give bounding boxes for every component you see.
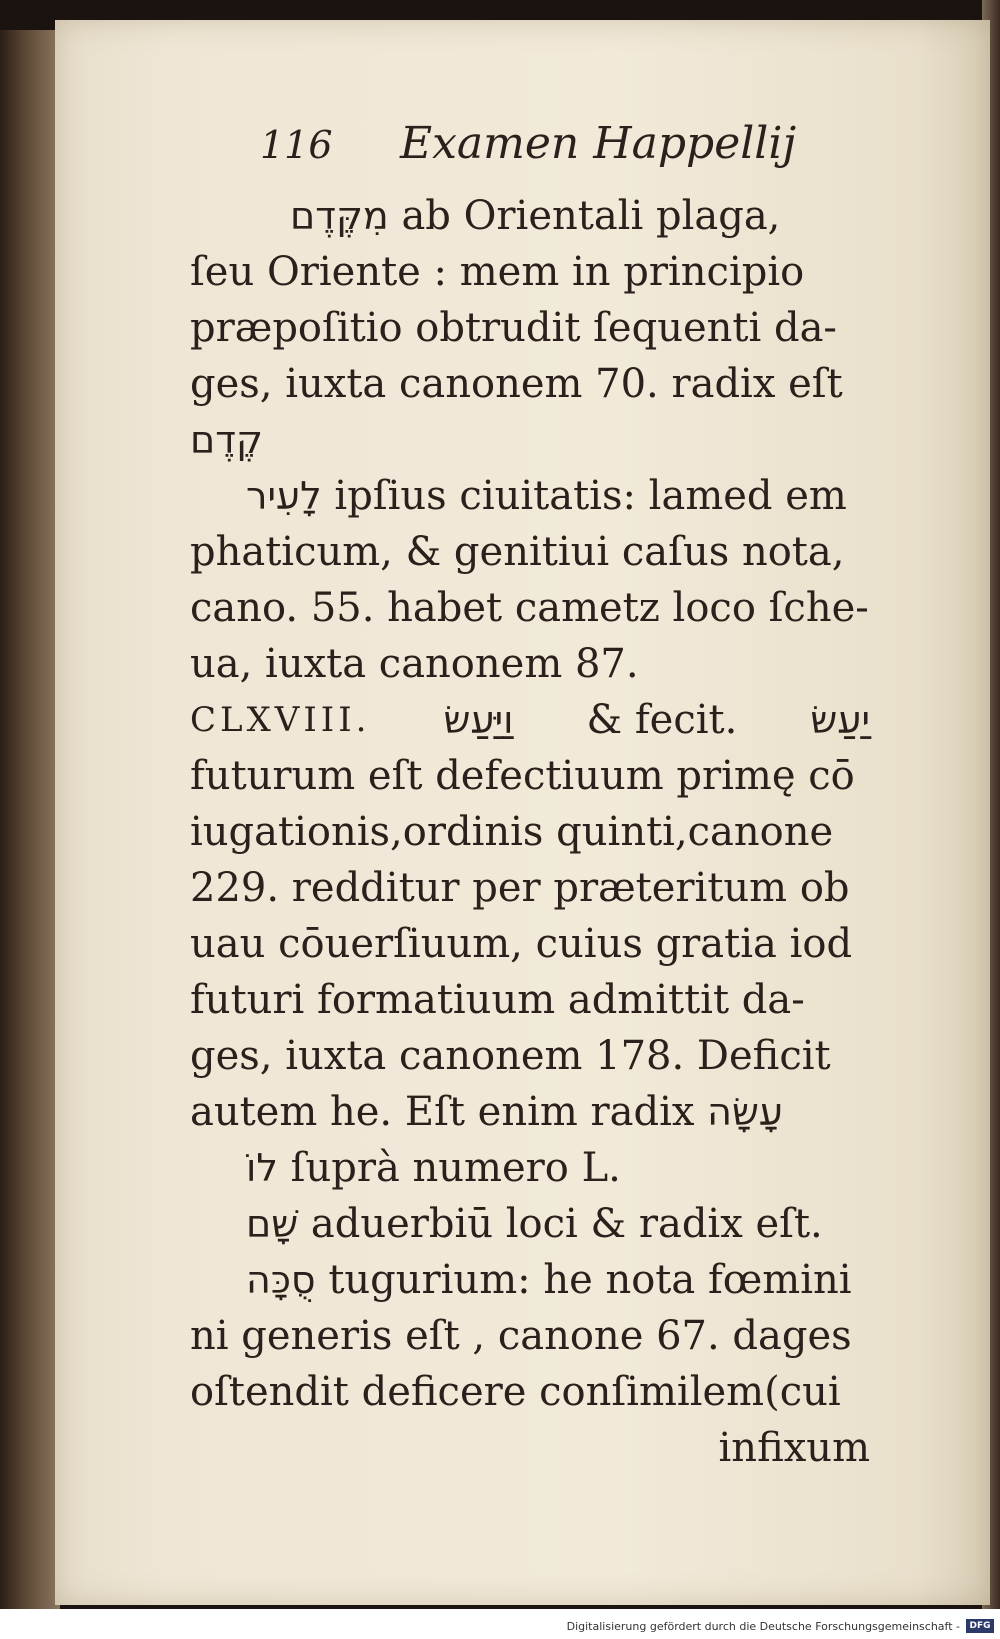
text-line-12: iugationis,ordinis quinti,canone [190, 809, 834, 855]
text-line-2: ſeu Oriente : mem in principio [190, 249, 805, 295]
text-line-14: uau cōuerſiuum, cuius gratia iod [190, 921, 853, 967]
text-line-20 [190, 1252, 870, 1308]
text-line-19 [190, 1196, 870, 1252]
running-head: Examen Happellij [400, 118, 797, 169]
book-edge-left [0, 30, 60, 1610]
hebrew-word: סֻכָּה [246, 1258, 316, 1302]
hebrew-word: לָעִיר [246, 474, 322, 518]
text-line-8: cano. 55. habet cametz loco ſche- [190, 585, 869, 631]
digitization-credit: Digitalisierung gefördert durch die Deutsche Forschungsgemeinschaft - [566, 1620, 960, 1633]
text-line-11: futurum eſt defectiuum primę cō [190, 753, 855, 799]
dfg-logo: DFG [966, 1619, 994, 1633]
page-header [190, 118, 870, 188]
hebrew-word: וַיַּעַשׂ [443, 698, 514, 742]
catchword: infixum [718, 1425, 870, 1471]
hebrew-word: לוֹ [246, 1146, 278, 1190]
footer-band [0, 1609, 1000, 1639]
latin-text: & fecit. [586, 697, 738, 743]
text-line-13: 229. redditur per præteritum ob [190, 865, 850, 911]
hebrew-word: מִקֶּדֶם [290, 194, 389, 238]
section-label: CLXVIII. [190, 700, 371, 740]
page-number: 116 [260, 123, 333, 167]
text-line-21: ni generis eſt , canone 67. dages [190, 1313, 852, 1359]
text-line-6 [190, 468, 870, 524]
text-line-1 [190, 188, 870, 244]
text-line-16: ges, iuxta canonem 178. Deficit [190, 1033, 831, 1079]
latin-text: ipſius ciuitatis: lamed em [334, 473, 847, 519]
text-line-9: ua, iuxta canonem 87. [190, 641, 639, 687]
text-line-15: futuri formatiuum admittit da- [190, 977, 805, 1023]
text-line-18 [190, 1140, 870, 1196]
hebrew-word: יַעַשׂ [810, 698, 870, 742]
text-line-3: præpoſitio obtrudit ſequenti da- [190, 305, 837, 351]
text-line-17 [190, 1084, 870, 1140]
hebrew-word: עָשָׂה [707, 1090, 784, 1134]
text-line-22: oſtendit deficere conſimilem(cui [190, 1369, 841, 1415]
latin-text: autem he. Eſt enim radix [190, 1089, 695, 1135]
text-line-7: phaticum, & genitiui caſus nota, [190, 529, 845, 575]
latin-text: ſuprà numero L. [290, 1145, 621, 1191]
text-line-5 [190, 412, 870, 468]
hebrew-word: קֶדֶם [190, 418, 263, 462]
text-line-10 [190, 692, 870, 748]
latin-text: aduerbiū loci & radix eſt. [310, 1201, 823, 1247]
text-line-4: ges, iuxta canonem 70. radix eſt [190, 361, 843, 407]
latin-text: tugurium: he nota fœmini [328, 1257, 852, 1303]
page-text [190, 118, 870, 1476]
latin-text: ab Orientali plaga, [401, 193, 781, 239]
hebrew-word: שָׁם [246, 1202, 299, 1246]
